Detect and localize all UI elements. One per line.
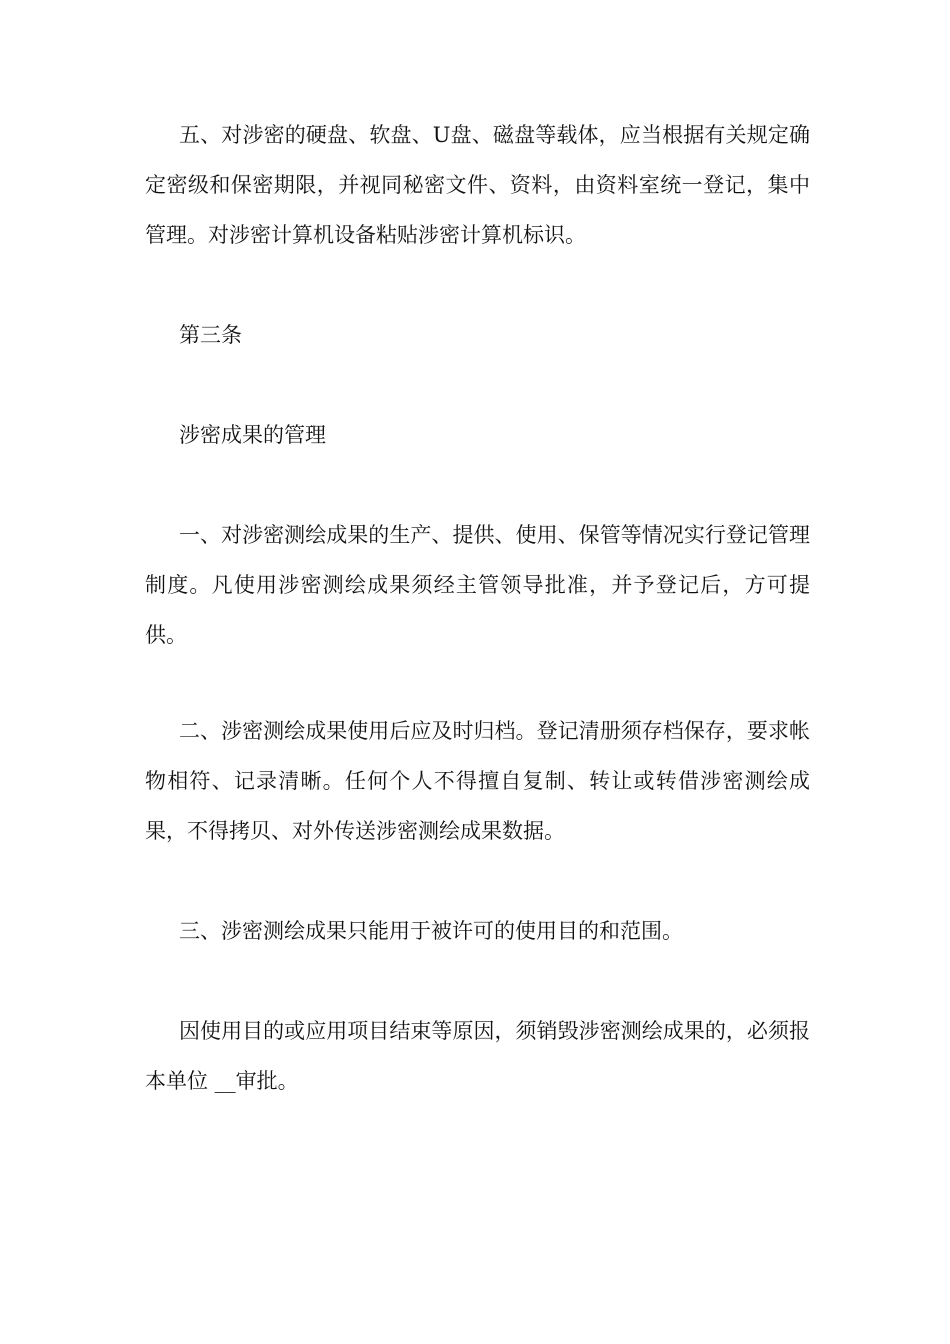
paragraph-destruction: 因使用目的或应用项目结束等原因，须销毁涉密测绘成果的，必须报本单位 __审批。 xyxy=(145,1019,810,1093)
paragraph-storage-media: 五、对涉密的硬盘、软盘、U盘、磁盘等载体，应当根据有关规定确定密级和保密期限，并视同秘密文件、资料，由资料室统一登记，集中管理。对涉密计算机设备粘贴涉密计算机标识。 xyxy=(145,123,810,247)
article-heading: 第三条 xyxy=(179,323,242,347)
paragraph-item-two: 二、涉密测绘成果使用后应及时归档。登记清册须存档保存，要求帐物相符、记录清晰。任何个人不得擅自复制、转让或转借涉密测绘成果，不得拷贝、对外传送涉密测绘成果数据。 xyxy=(145,719,810,843)
paragraph-item-three: 三、涉密测绘成果只能用于被许可的使用目的和范围。 xyxy=(179,919,683,943)
section-title: 涉密成果的管理 xyxy=(179,423,326,447)
paragraph-item-one: 一、对涉密测绘成果的生产、提供、使用、保管等情况实行登记管理制度。凡使用涉密测绘成果须经主管领导批准，并予登记后，方可提供。 xyxy=(145,523,810,647)
